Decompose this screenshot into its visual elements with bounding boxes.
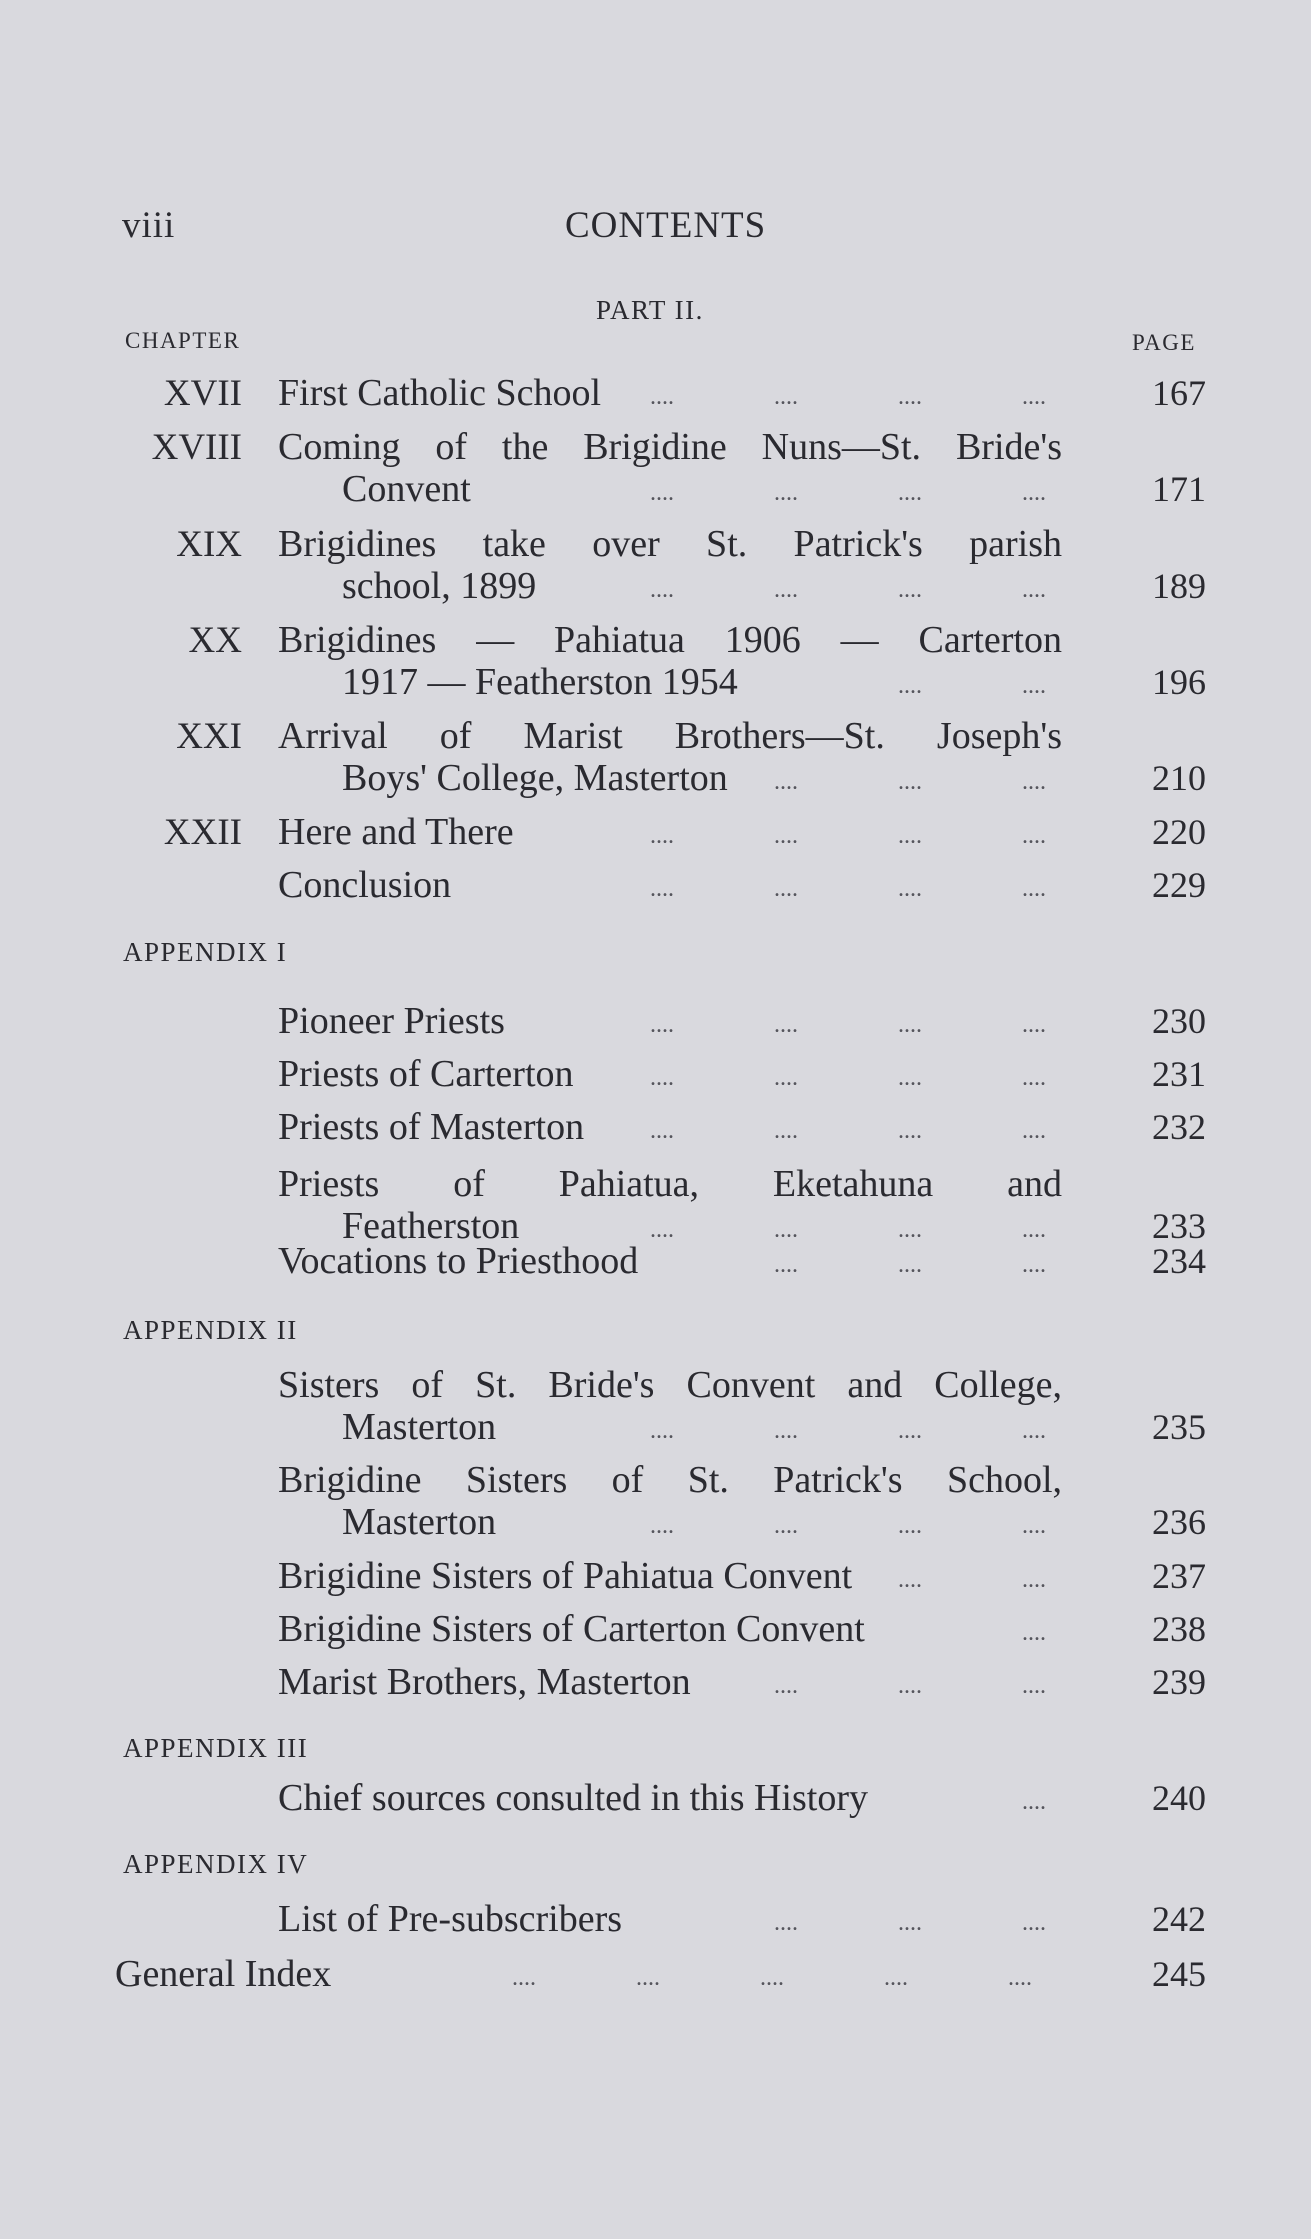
chapter-title-line: school, 1899 bbox=[342, 565, 537, 607]
dot-leader: .... bbox=[898, 823, 922, 849]
chapter-page-number: 229 bbox=[1152, 865, 1206, 905]
chapter-page-number: 189 bbox=[1152, 566, 1206, 606]
chapter-title-line: Convent bbox=[342, 468, 471, 510]
appendix-heading: APPENDIX II bbox=[123, 1315, 298, 1345]
dot-leader: .... bbox=[1022, 1620, 1046, 1646]
appendix-entry-title-line: Featherston bbox=[342, 1205, 520, 1247]
dot-leader: .... bbox=[650, 384, 674, 410]
appendix-entry-page-number: 239 bbox=[1152, 1662, 1206, 1702]
dot-leader: .... bbox=[1022, 876, 1046, 902]
dot-leader: .... bbox=[898, 1673, 922, 1699]
page-title: CONTENTS bbox=[565, 205, 767, 246]
appendix-entry-title-line: Chief sources consulted in this History bbox=[278, 1777, 868, 1819]
appendix-heading: APPENDIX III bbox=[123, 1733, 309, 1763]
appendix-entry-title-line: Priests of Pahiatua, Eketahuna and bbox=[278, 1163, 1062, 1205]
dot-leader: .... bbox=[774, 1252, 798, 1278]
dot-leader: .... bbox=[774, 876, 798, 902]
dot-leader: .... bbox=[650, 1217, 674, 1243]
appendix-heading: APPENDIX I bbox=[123, 937, 288, 967]
dot-leader: .... bbox=[898, 480, 922, 506]
chapter-title-line: Brigidines take over St. Patrick's parish bbox=[278, 523, 1062, 565]
appendix-entry-title-line: Priests of Carterton bbox=[278, 1053, 574, 1095]
dot-leader: .... bbox=[650, 1065, 674, 1091]
appendix-entry-title-line: Vocations to Priesthood bbox=[278, 1240, 639, 1282]
chapter-number: XXII bbox=[163, 812, 242, 853]
dot-leader: .... bbox=[774, 1418, 798, 1444]
dot-leader: .... bbox=[1022, 577, 1046, 603]
dot-leader: .... bbox=[760, 1965, 784, 1991]
appendix-entry-title-line: Sisters of St. Bride's Convent and College, bbox=[278, 1364, 1062, 1406]
chapter-title-line: 1917 — Featherston 1954 bbox=[342, 661, 738, 703]
chapter-title-line: Coming of the Brigidine Nuns—St. Bride's bbox=[278, 426, 1062, 468]
dot-leader: .... bbox=[1022, 1673, 1046, 1699]
dot-leader: .... bbox=[898, 1418, 922, 1444]
dot-leader: .... bbox=[512, 1965, 536, 1991]
dot-leader: .... bbox=[1022, 1118, 1046, 1144]
dot-leader: .... bbox=[774, 769, 798, 795]
dot-leader: .... bbox=[650, 823, 674, 849]
appendix-entry-page-number: 238 bbox=[1152, 1609, 1206, 1649]
dot-leader: .... bbox=[1022, 1012, 1046, 1038]
dot-leader: .... bbox=[1008, 1965, 1032, 1991]
dot-leader: .... bbox=[1022, 1789, 1046, 1815]
chapter-title-line: Brigidines — Pahiatua 1906 — Carterton bbox=[278, 619, 1062, 661]
appendix-entry-page-number: 237 bbox=[1152, 1556, 1206, 1596]
dot-leader: .... bbox=[1022, 1217, 1046, 1243]
dot-leader: .... bbox=[650, 1418, 674, 1444]
dot-leader: .... bbox=[898, 1217, 922, 1243]
appendix-entry-page-number: 235 bbox=[1152, 1407, 1206, 1447]
dot-leader: .... bbox=[1022, 769, 1046, 795]
dot-leader: .... bbox=[898, 577, 922, 603]
chapter-title-line: Here and There bbox=[278, 811, 514, 853]
dot-leader: .... bbox=[1022, 384, 1046, 410]
chapter-page-number: 196 bbox=[1152, 662, 1206, 702]
dot-leader: .... bbox=[774, 1910, 798, 1936]
general-index-label: General Index bbox=[115, 1953, 332, 1995]
dot-leader: .... bbox=[1022, 1513, 1046, 1539]
dot-leader: .... bbox=[650, 480, 674, 506]
appendix-entry-page-number: 230 bbox=[1152, 1001, 1206, 1041]
chapter-page-number: 171 bbox=[1152, 469, 1206, 509]
appendix-entry-title-line: Brigidine Sisters of Carterton Convent bbox=[278, 1608, 865, 1650]
chapter-column-label: CHAPTER bbox=[125, 328, 241, 353]
dot-leader: .... bbox=[774, 1065, 798, 1091]
dot-leader: .... bbox=[898, 384, 922, 410]
dot-leader: .... bbox=[1022, 1065, 1046, 1091]
appendix-heading: APPENDIX IV bbox=[123, 1849, 309, 1879]
dot-leader: .... bbox=[774, 1217, 798, 1243]
page-column-label: PAGE bbox=[1132, 330, 1196, 355]
chapter-page-number: 210 bbox=[1152, 758, 1206, 798]
part-title: PART II. bbox=[596, 295, 704, 325]
dot-leader: .... bbox=[898, 769, 922, 795]
chapter-number: XIX bbox=[176, 524, 242, 565]
chapter-title-line: Arrival of Marist Brothers—St. Joseph's bbox=[278, 715, 1062, 757]
dot-leader: .... bbox=[774, 480, 798, 506]
appendix-entry-page-number: 234 bbox=[1152, 1241, 1206, 1281]
appendix-entry-title-line: Masterton bbox=[342, 1501, 497, 1543]
chapter-page-number: 167 bbox=[1152, 373, 1206, 413]
appendix-entry-page-number: 242 bbox=[1152, 1899, 1206, 1939]
appendix-entry-title-line: Marist Brothers, Masterton bbox=[278, 1661, 691, 1703]
chapter-title-line: Conclusion bbox=[278, 864, 452, 906]
appendix-entry-page-number: 233 bbox=[1152, 1206, 1206, 1246]
appendix-entry-title-line: Masterton bbox=[342, 1406, 497, 1448]
dot-leader: .... bbox=[898, 1513, 922, 1539]
chapter-title-line: First Catholic School bbox=[278, 372, 601, 414]
appendix-entry-page-number: 231 bbox=[1152, 1054, 1206, 1094]
dot-leader: .... bbox=[774, 1673, 798, 1699]
dot-leader: .... bbox=[774, 1012, 798, 1038]
dot-leader: .... bbox=[1022, 823, 1046, 849]
appendix-entry-title-line: Brigidine Sisters of Pahiatua Convent bbox=[278, 1555, 853, 1597]
dot-leader: .... bbox=[898, 876, 922, 902]
chapter-title-line: Boys' College, Masterton bbox=[342, 757, 728, 799]
appendix-entry-title-line: Brigidine Sisters of St. Patrick's School, bbox=[278, 1459, 1062, 1501]
dot-leader: .... bbox=[650, 876, 674, 902]
page-folio: viii bbox=[122, 205, 176, 246]
dot-leader: .... bbox=[898, 1065, 922, 1091]
appendix-entry-title-line: List of Pre-subscribers bbox=[278, 1898, 623, 1940]
appendix-entry-page-number: 240 bbox=[1152, 1778, 1206, 1818]
dot-leader: .... bbox=[650, 1118, 674, 1144]
dot-leader: .... bbox=[650, 1012, 674, 1038]
dot-leader: .... bbox=[898, 1118, 922, 1144]
dot-leader: .... bbox=[650, 1513, 674, 1539]
dot-leader: .... bbox=[898, 673, 922, 699]
dot-leader: .... bbox=[898, 1910, 922, 1936]
dot-leader: .... bbox=[774, 384, 798, 410]
chapter-number: XXI bbox=[176, 716, 242, 757]
dot-leader: .... bbox=[1022, 480, 1046, 506]
dot-leader: .... bbox=[1022, 1252, 1046, 1278]
dot-leader: .... bbox=[884, 1965, 908, 1991]
chapter-number: XVIII bbox=[151, 427, 242, 468]
appendix-entry-title-line: Pioneer Priests bbox=[278, 1000, 505, 1042]
appendix-entry-title-line: Priests of Masterton bbox=[278, 1106, 585, 1148]
dot-leader: .... bbox=[774, 577, 798, 603]
dot-leader: .... bbox=[1022, 1910, 1046, 1936]
dot-leader: .... bbox=[774, 1118, 798, 1144]
dot-leader: .... bbox=[1022, 1567, 1046, 1593]
dot-leader: .... bbox=[1022, 673, 1046, 699]
dot-leader: .... bbox=[898, 1252, 922, 1278]
dot-leader: .... bbox=[636, 1965, 660, 1991]
appendix-entry-page-number: 232 bbox=[1152, 1107, 1206, 1147]
dot-leader: .... bbox=[774, 1513, 798, 1539]
dot-leader: .... bbox=[1022, 1418, 1046, 1444]
chapter-number: XVII bbox=[163, 373, 242, 414]
chapter-page-number: 220 bbox=[1152, 812, 1206, 852]
dot-leader: .... bbox=[898, 1567, 922, 1593]
dot-leader: .... bbox=[898, 1012, 922, 1038]
dot-leader: .... bbox=[650, 577, 674, 603]
chapter-number: XX bbox=[188, 620, 242, 661]
appendix-entry-page-number: 236 bbox=[1152, 1502, 1206, 1542]
general-index-page-number: 245 bbox=[1152, 1954, 1206, 1994]
dot-leader: .... bbox=[774, 823, 798, 849]
